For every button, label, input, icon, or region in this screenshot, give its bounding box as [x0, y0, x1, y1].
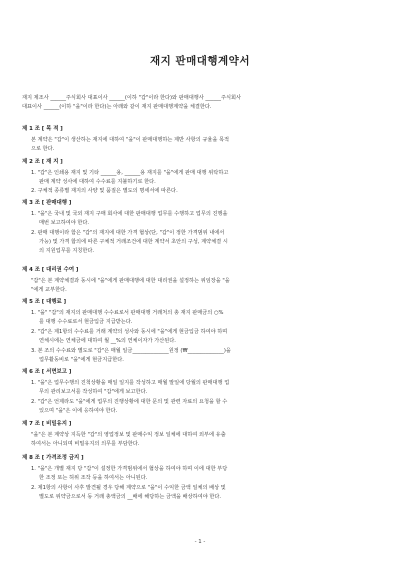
article-line: 1. "을"은 국내 및 국외 재지 구매 회사에 대한 판매대행 업무를 수행하고 업무의 진행을: [31, 211, 228, 217]
intro-line: 대표이사 ______(이하 "을"이라 한다)는 아래와 같이 재지 판매대행계약을 체결한다.: [22, 104, 212, 110]
article-line: 의 지원업무를 지칭한다.: [39, 248, 95, 254]
article-line: 2. 구체적 종류별 재지의 사양 및 품질은 별도의 명세서에 따른다.: [31, 188, 178, 194]
article-line: 2. 제1항의 사항이 사후 발견될 경우 당해 계약으로 "을"이 수익한 금액 일체의 배상 및: [31, 485, 226, 491]
article-line: 1. "을"은 업무수행의 진척상황을 매일 일지를 작성하고 매월 말일에 당월의 판매대행 업: [31, 380, 230, 386]
article-line: 으로 한다.: [31, 146, 55, 152]
article-heading: 제 4 조 [ 대리권 수여 ]: [22, 267, 79, 273]
article-line: "갑"은 본 계약체결과 동시에 "을"에게 판매대행에 대한 대리권을 설정하는 위임장을 "을: [31, 278, 230, 284]
article-line: 본 계약은 "갑"이 생산하는 재지에 대하여 "을"이 판매대행하는 제반 사항의 규율을 목적: [31, 137, 230, 143]
article-line: "을"은 본 계약상 지득한 "갑"의 영업정보 및 판매수익 정보 일체에 대하여 외부에 유출: [31, 432, 226, 438]
article-heading: 제 8 조 [ 가격조정 금지 ]: [22, 455, 84, 461]
article-line: 1. "을" "갑"의 재지의 판매대행 수수료로서 판매대행 거래처의 총 재지 판매금의 ○%: [31, 310, 224, 316]
intro-line: 재지 제조사 ______주식회사 대표이사 ______(이하 "갑"이라 한다)와 판매대행사 ______주식회사: [22, 95, 242, 101]
article-line: 2. 판매 대행이라 함은 "갑"의 재지에 대한 가격 협상(단, "갑"이 정한 가격범위 내에서: [31, 230, 225, 236]
article-heading: 제 5 조 [ 대행료 ]: [22, 299, 67, 305]
article-line: 1. "갑"은 인쇄용 재지 및 기타 ______용, ______용 재지를 "을"에게 판매 대행 위탁하고: [31, 170, 229, 176]
article-line: 연체시에는 연체금에 대하여 월 __%의 연체이자가 가산된다.: [39, 338, 176, 344]
article-line: 별도로 위약금으로서 동 거래 총액금의 __배에 해당하는 금액을 배상하여야 한다.: [39, 494, 222, 500]
article-line: 하여서는 아니되며 비밀유지의 의무를 부담한다.: [31, 441, 140, 447]
article-heading: 제 2 조 [ 재 지 ]: [22, 159, 63, 165]
page-number: - 1 -: [194, 539, 206, 545]
article-heading: 제 3 조 [ 판매대행 ]: [22, 200, 72, 206]
article-heading: 제 6 조 [ 서면보고 ]: [22, 369, 72, 375]
article-heading: 제 1 조 [ 목 적 ]: [22, 126, 63, 132]
article-line: 매번 보고하여야 한다.: [39, 220, 90, 226]
article-line: 3. 본 조의 수수료와 별도로 "갑"은 매월 일금______________원정 (₩______________)을: [31, 348, 231, 354]
article-line: 1. "을"은 개별 재지 당 "갑"이 설정한 가격범위에서 협상을 하여야 하며 이에 대한 부당: [31, 466, 228, 472]
article-line: 한 조정 또는 허위 조작 등을 하여서는 아니된다.: [39, 475, 148, 481]
article-line: 를 대행 수수료로서 현금입금 지급받는다.: [39, 319, 133, 325]
article-line: 있으며 "을"은 이에 응하여야 한다.: [39, 408, 118, 414]
article-line: 판매 계약 성사에 대하여 수수료를 지불하기로 한다.: [39, 179, 156, 185]
document-title: 재지 판매대행계약서: [150, 55, 250, 67]
article-line: 무의 관리보고서를 작성하여 "갑"에게 보고한다.: [39, 389, 148, 395]
article-line: 2. "갑"은 언제라도 "을"에게 업무의 진행상황에 대한 문의 및 관련 자료의 요청을 할 수: [31, 399, 228, 405]
article-line: 2. "갑"은 제1항의 수수료를 거래 계약의 성사와 동시에 "을"에게 현금입금 하여야 하며: [31, 329, 228, 335]
article-line: "에게 교부한다.: [31, 287, 67, 293]
article-line: 업무활동비로 "을"에게 현금지급한다.: [39, 357, 124, 363]
article-line: 가능) 및 가격 합의에 따른 구체적 거래조건에 대한 계약서 초안의 구성, 계약체결 시: [39, 239, 228, 245]
article-heading: 제 7 조 [ 비밀유지 ]: [22, 421, 72, 427]
